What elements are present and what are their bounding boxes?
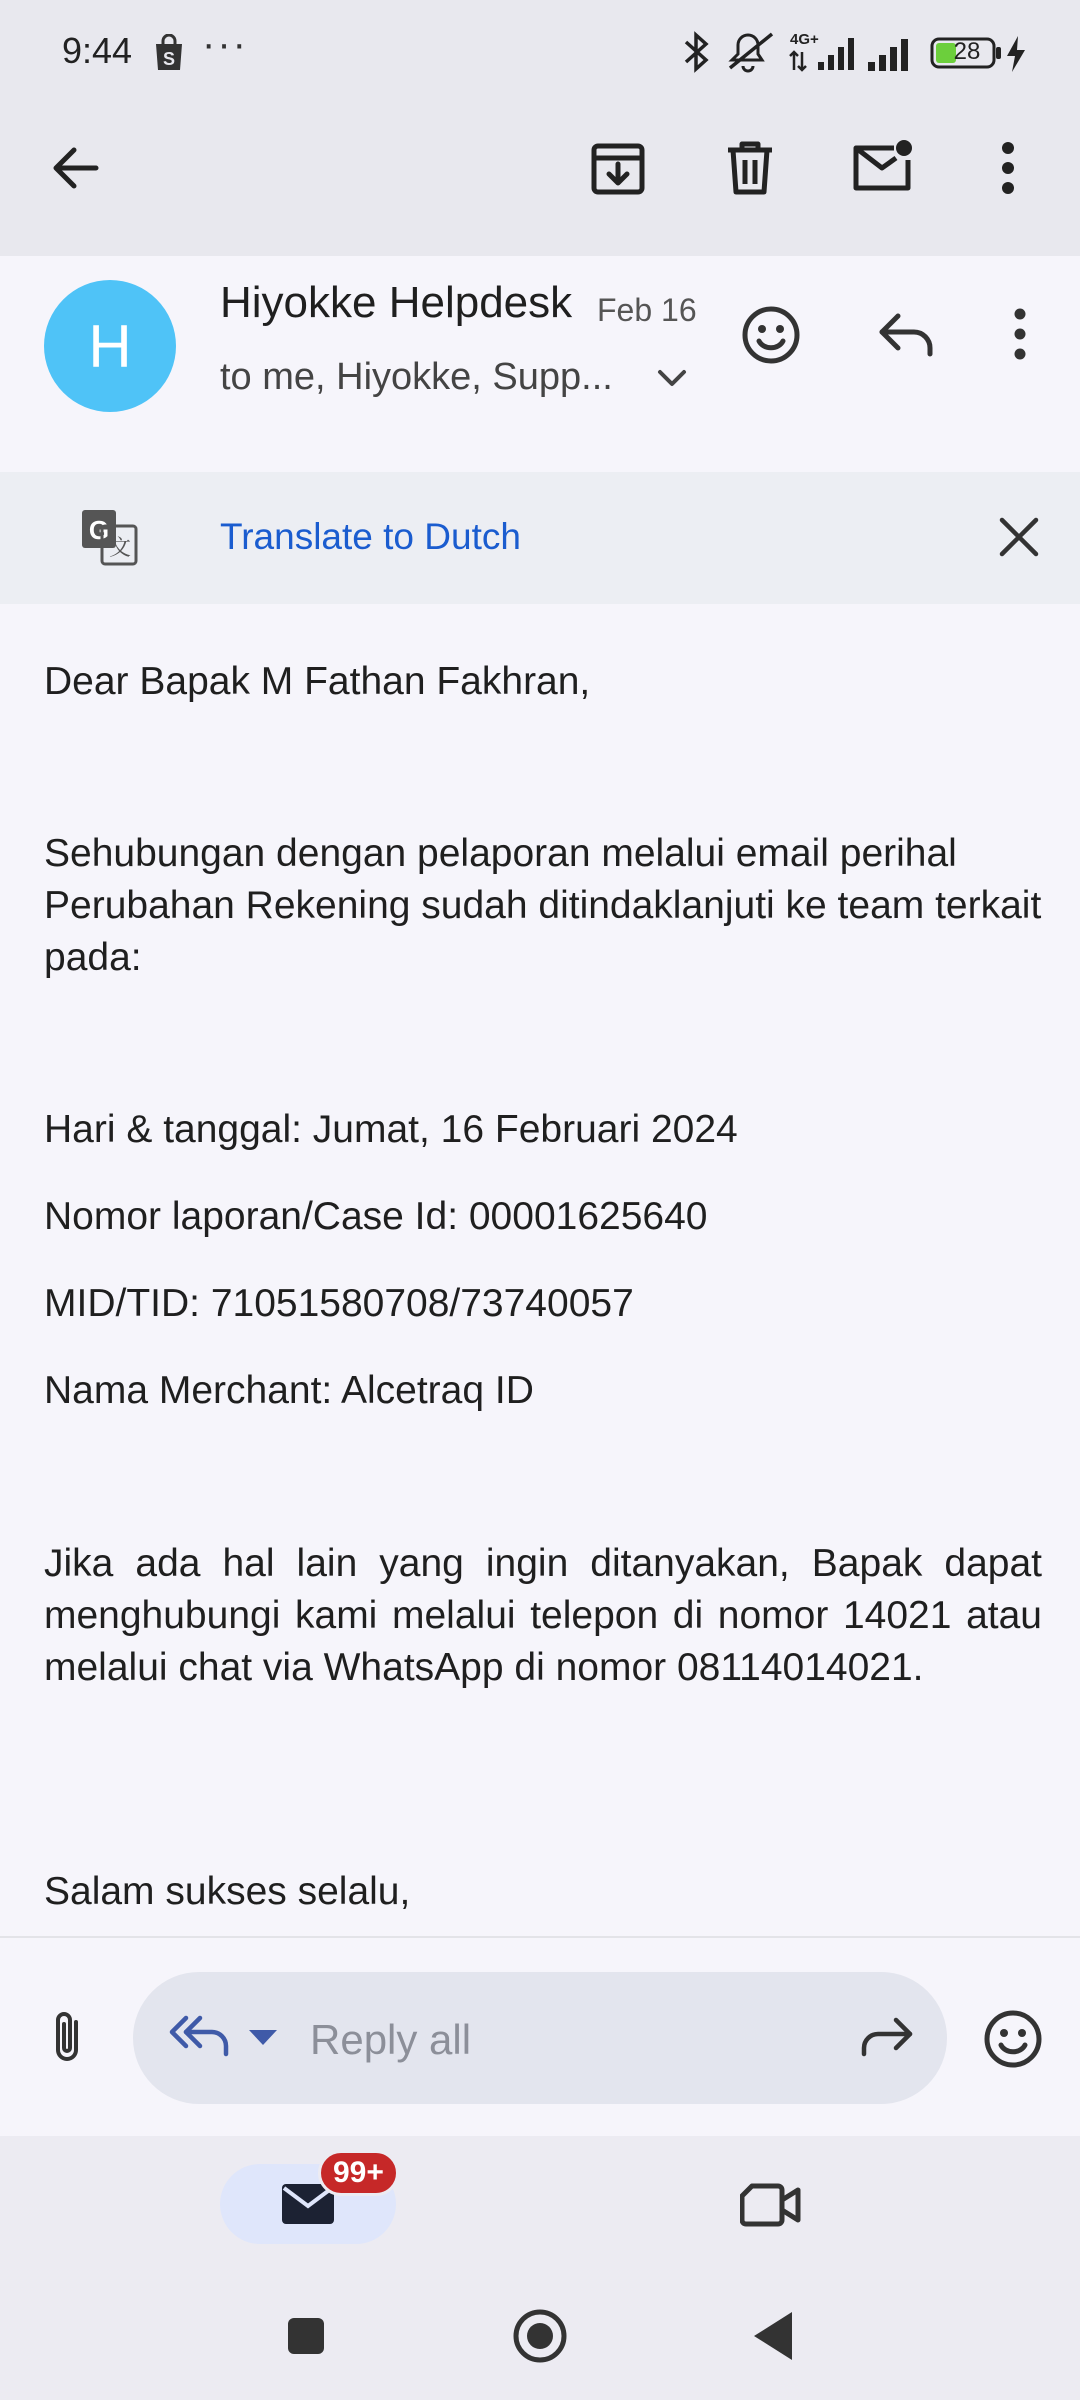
battery-level: 28: [953, 38, 981, 65]
attach-icon[interactable]: [50, 2008, 84, 2066]
mark-unread-icon[interactable]: [850, 136, 916, 196]
archive-icon[interactable]: [588, 138, 648, 198]
translate-bar: [0, 472, 1080, 604]
body-mid-tid: MID/TID: 71051580708/73740057: [44, 1282, 634, 1325]
svg-text:S: S: [162, 49, 176, 69]
body-intro: Sehubungan dengan pelaporan melalui email perihal Perubahan Rekening sudah ditindaklanjuti ke team terkait pada:: [44, 832, 1042, 979]
status-more: ···: [202, 22, 248, 66]
bluetooth-icon: [680, 30, 714, 74]
reply-icon[interactable]: [876, 308, 936, 360]
silent-icon: [728, 30, 778, 74]
back-arrow-icon[interactable]: [48, 140, 104, 196]
charging-icon: [1004, 34, 1028, 74]
expand-details-icon[interactable]: [654, 364, 690, 392]
divider: [0, 1936, 1080, 1938]
body-contact: Jika ada hal lain yang ingin ditanyakan, Bapak dapat menghubungi kami melalui telepon di nomor 14021 atau melalui chat via WhatsApp di nomor 08114014021.: [44, 1542, 1042, 1689]
body-closing: Salam sukses selalu,: [44, 1870, 411, 1913]
reply-input[interactable]: Reply all: [310, 2016, 472, 2063]
forward-icon[interactable]: [858, 2014, 916, 2058]
network-4g-icon: [788, 30, 858, 74]
recipients[interactable]: to me, Hiyokke, Supp...: [220, 356, 613, 398]
meet-icon[interactable]: [740, 2178, 802, 2232]
translate-link[interactable]: Translate to Dutch: [220, 516, 521, 557]
home-button[interactable]: [510, 2306, 570, 2366]
signal-icon: [866, 34, 918, 74]
more-vert-icon[interactable]: [996, 140, 1020, 196]
svg-text:G: G: [88, 515, 110, 545]
emoji-react-icon[interactable]: [740, 304, 802, 366]
mail-badge: 99+: [318, 2150, 399, 2196]
avatar[interactable]: H: [44, 280, 176, 412]
top-app-bar: [0, 100, 1080, 256]
sender-name[interactable]: Hiyokke Helpdesk: [220, 278, 573, 327]
reply-all-icon[interactable]: [168, 2012, 232, 2062]
delete-icon[interactable]: [722, 138, 778, 198]
recents-button[interactable]: [286, 2316, 326, 2356]
shopping-bag-icon: [152, 34, 186, 72]
status-time: 9:44: [62, 30, 133, 71]
translate-icon: [78, 506, 140, 568]
body-case-id: Nomor laporan/Case Id: 00001625640: [44, 1195, 708, 1238]
close-icon[interactable]: [998, 516, 1040, 558]
reply-type-dropdown-icon[interactable]: [246, 2026, 280, 2048]
email-date: Feb 16: [597, 292, 697, 328]
svg-text:文: 文: [108, 536, 132, 561]
reply-emoji-icon[interactable]: [982, 2008, 1044, 2070]
message-more-icon[interactable]: [1008, 306, 1032, 362]
back-button[interactable]: [752, 2310, 794, 2362]
svg-text:4G+: 4G+: [790, 31, 819, 48]
body-date: Hari & tanggal: Jumat, 16 Februari 2024: [44, 1108, 738, 1151]
body-greeting: Dear Bapak M Fathan Fakhran,: [44, 660, 591, 703]
body-merchant: Nama Merchant: Alcetraq ID: [44, 1369, 534, 1412]
